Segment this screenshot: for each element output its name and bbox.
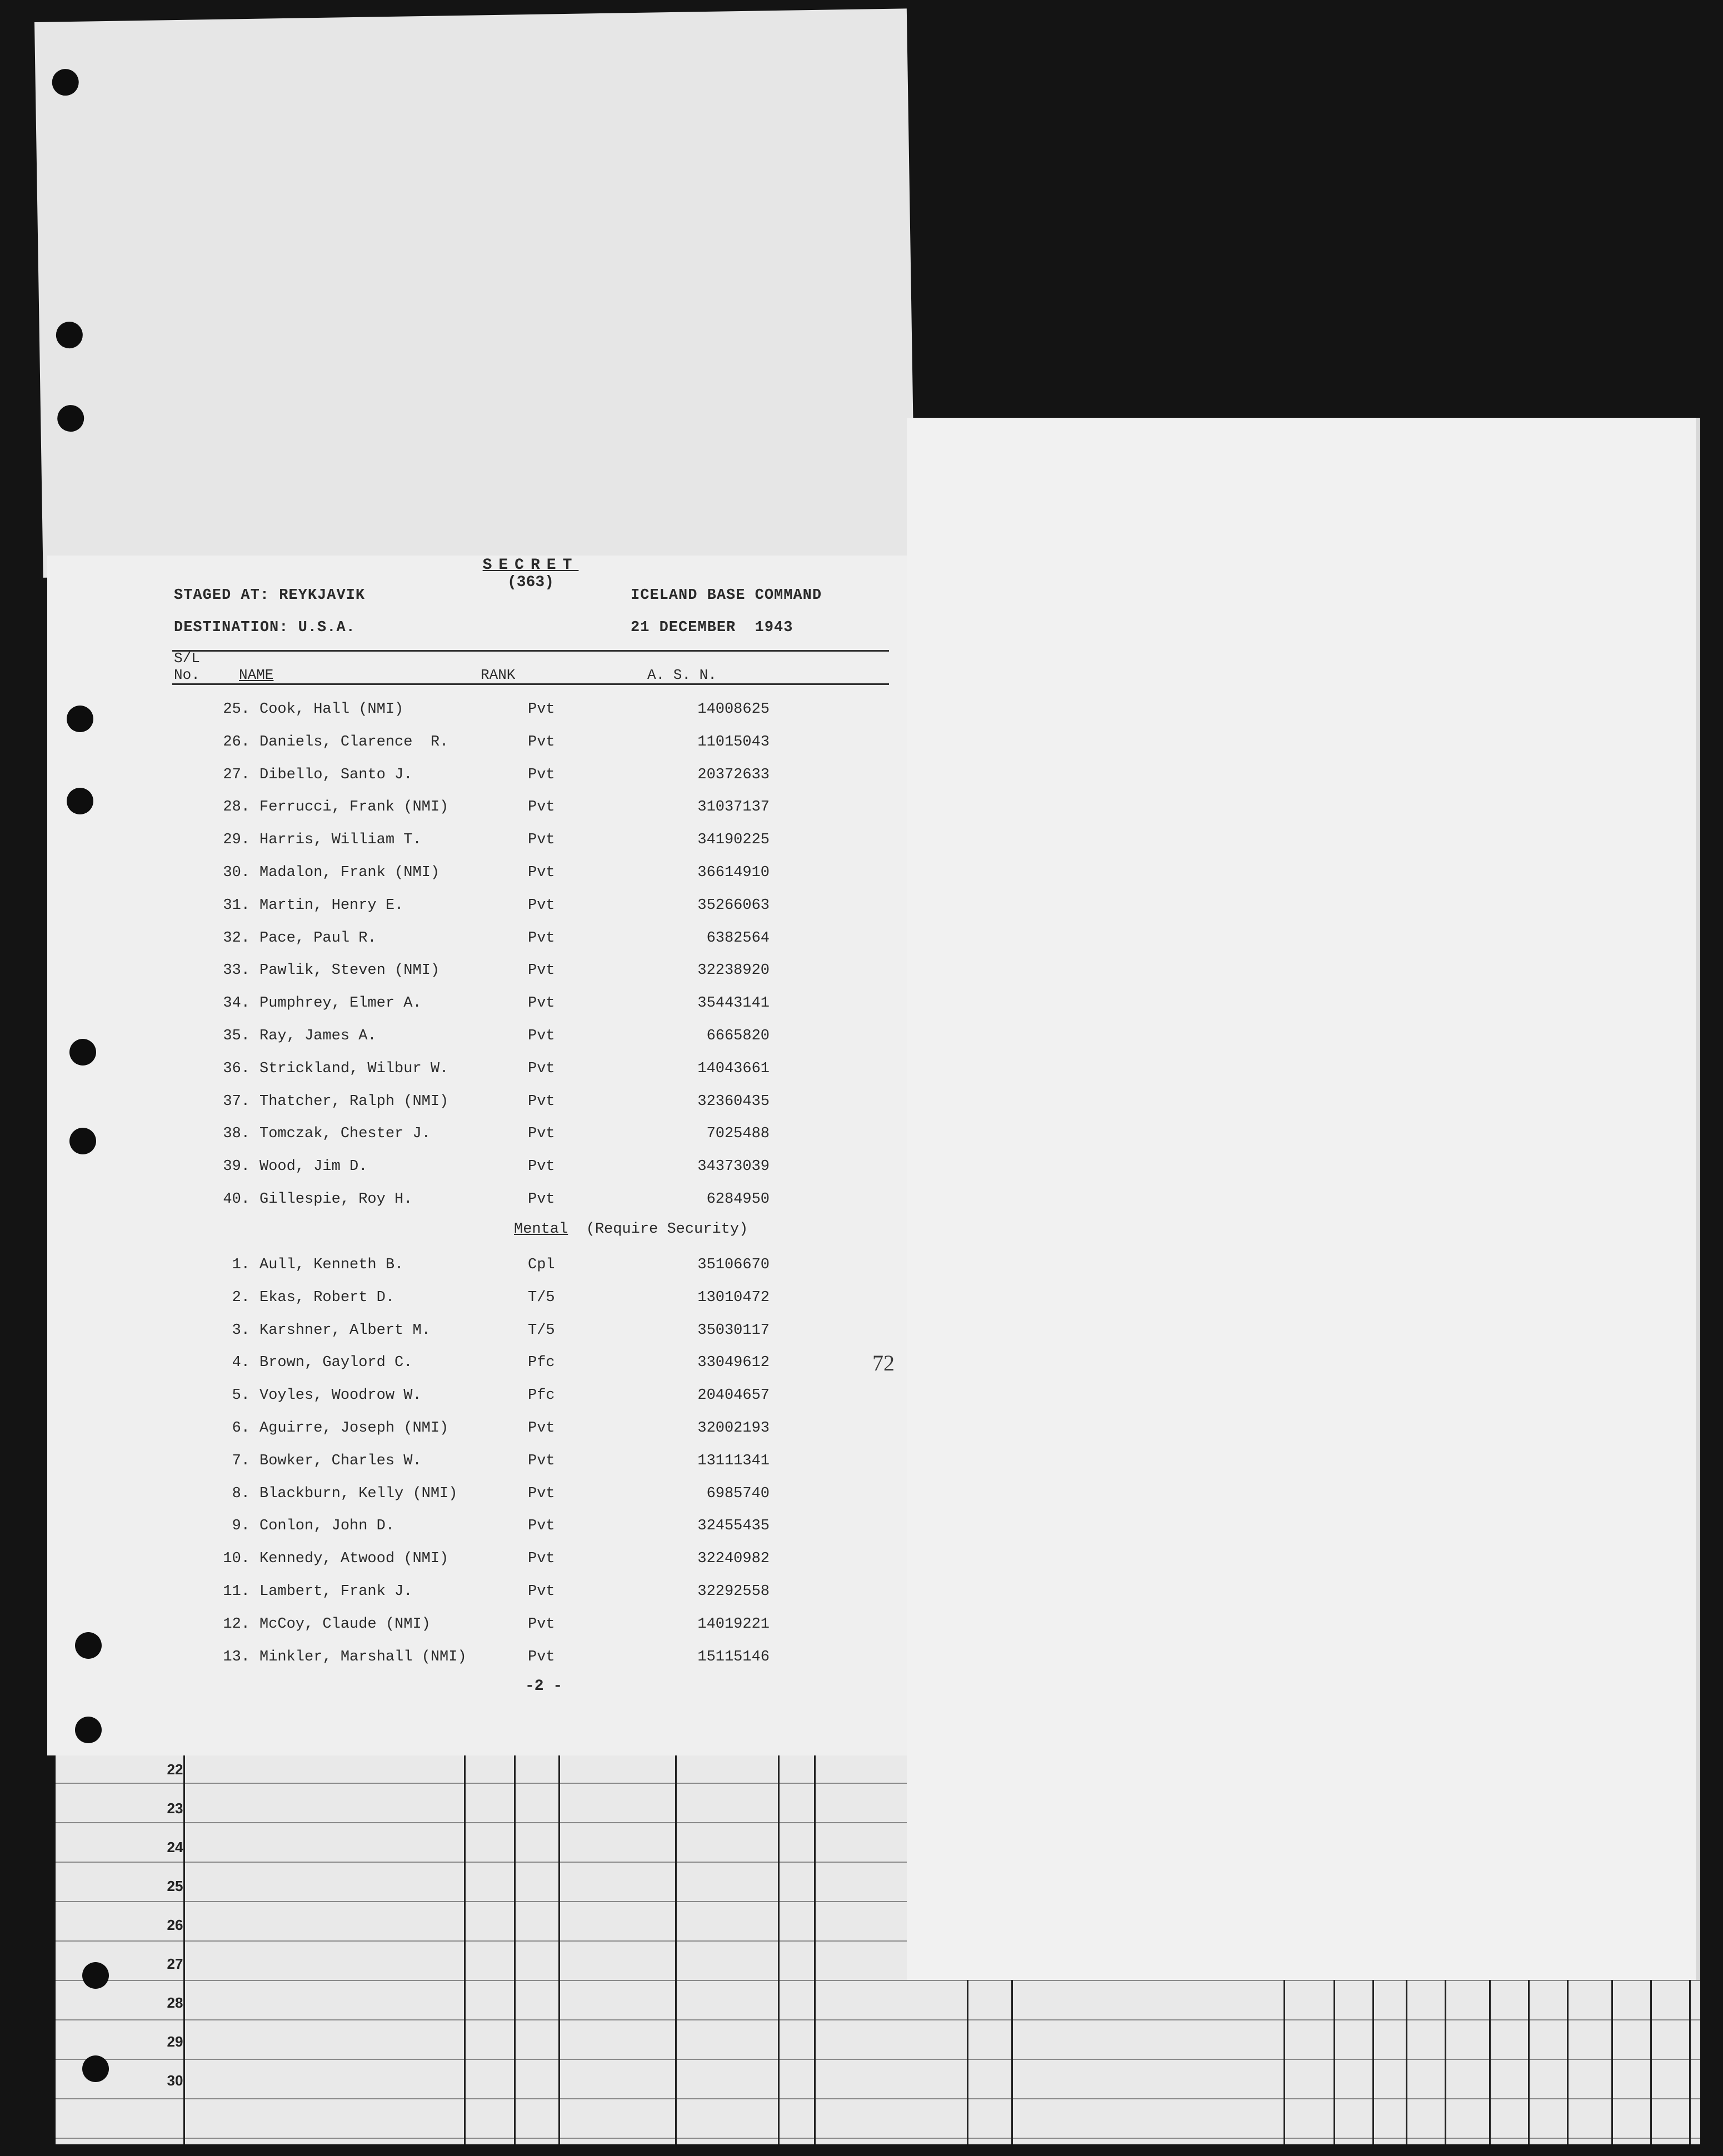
soldier-asn: 11015043 — [697, 733, 770, 751]
binder-hole — [75, 1632, 102, 1659]
soldier-name: Blackburn, Kelly (NMI) — [259, 1485, 458, 1502]
section-title: Mental — [514, 1221, 568, 1238]
soldier-name: Pace, Paul R. — [259, 929, 377, 947]
row-number: 31. — [223, 897, 250, 914]
soldier-rank: Pvt — [528, 1158, 555, 1175]
soldier-rank: Pvt — [528, 1615, 555, 1633]
soldier-rank: Pvt — [528, 832, 555, 849]
ledger-rule — [464, 1744, 466, 2144]
soldier-asn: 20404657 — [697, 1387, 770, 1404]
soldier-asn: 33049612 — [697, 1354, 770, 1372]
column-header-no: No. — [174, 667, 200, 683]
soldier-rank: Pvt — [528, 733, 555, 751]
row-number: 28. — [223, 799, 250, 816]
ledger-rule — [778, 1744, 780, 2144]
column-header-name: NAME — [239, 667, 274, 683]
binder-hole — [69, 1128, 96, 1154]
soldier-name: Madalon, Frank (NMI) — [259, 864, 440, 881]
ledger-rule — [814, 1744, 816, 2144]
ledger-row-number: 23 — [167, 1800, 183, 1817]
ledger-row-number: 22 — [167, 1761, 183, 1778]
soldier-rank: Pvt — [528, 1452, 555, 1469]
classification-word: SECRET — [482, 557, 579, 574]
soldier-asn: 35443141 — [697, 995, 770, 1012]
classification-stamp — [467, 557, 595, 591]
row-number: 36. — [223, 1060, 250, 1077]
ledger-row-number: 27 — [167, 1955, 183, 1972]
soldier-rank: Pvt — [528, 1518, 555, 1535]
soldier-asn: 35266063 — [697, 897, 770, 914]
soldier-asn: 32360435 — [697, 1093, 770, 1110]
soldier-asn: 13111341 — [697, 1452, 770, 1469]
row-number: 4. — [232, 1354, 250, 1372]
soldier-name: Brown, Gaylord C. — [259, 1354, 413, 1372]
soldier-rank: Pvt — [528, 929, 555, 947]
binder-hole — [67, 788, 93, 814]
soldier-asn: 14043661 — [697, 1060, 770, 1077]
row-number: 11. — [223, 1583, 250, 1600]
page-number: -2 - — [525, 1678, 563, 1695]
row-number: 13. — [223, 1648, 250, 1665]
soldier-rank: Pvt — [528, 1028, 555, 1044]
ledger-row-number: 25 — [167, 1878, 183, 1894]
row-number: 34. — [223, 995, 250, 1012]
blank-sheet — [907, 418, 1696, 1980]
binder-hole — [82, 2055, 109, 2082]
soldier-asn: 20372633 — [697, 766, 770, 783]
row-number: 6. — [232, 1420, 250, 1437]
soldier-name: Karshner, Albert M. — [259, 1322, 431, 1339]
soldier-asn: 32240982 — [697, 1550, 770, 1568]
column-header-rank: RANK — [481, 667, 516, 683]
soldier-rank: Pvt — [528, 1550, 555, 1568]
soldier-rank: Pvt — [528, 799, 555, 816]
soldier-rank: Pfc — [528, 1387, 555, 1404]
binder-hole — [67, 706, 93, 732]
soldier-name: Ekas, Robert D. — [259, 1289, 395, 1306]
row-number: 9. — [232, 1518, 250, 1535]
soldier-rank: Pvt — [528, 864, 555, 881]
soldier-name: Voyles, Woodrow W. — [259, 1387, 422, 1404]
soldier-name: Harris, William T. — [259, 832, 422, 849]
soldier-rank: Cpl — [528, 1257, 555, 1273]
ledger-row-number: 29 — [167, 2033, 183, 2050]
soldier-asn: 35030117 — [697, 1322, 770, 1339]
soldier-asn: 32292558 — [697, 1583, 770, 1600]
soldier-rank: Pvt — [528, 1093, 555, 1110]
soldier-name: Pumphrey, Elmer A. — [259, 995, 422, 1012]
soldier-rank: Pvt — [528, 1583, 555, 1600]
soldier-asn: 6985740 — [706, 1485, 770, 1502]
soldier-asn: 32238920 — [697, 962, 770, 979]
row-number: 30. — [223, 864, 250, 881]
soldier-rank: Pvt — [528, 1485, 555, 1502]
soldier-name: Gillespie, Roy H. — [259, 1191, 413, 1208]
soldier-name: Ray, James A. — [259, 1028, 377, 1044]
soldier-asn: 6665820 — [706, 1028, 770, 1044]
ledger-rule — [558, 1744, 560, 2144]
row-number: 33. — [223, 962, 250, 979]
soldier-rank: T/5 — [528, 1289, 555, 1306]
binder-hole — [75, 1717, 102, 1743]
soldier-name: Aguirre, Joseph (NMI) — [259, 1420, 449, 1437]
row-number: 38. — [223, 1125, 250, 1143]
soldier-asn: 32002193 — [697, 1420, 770, 1437]
soldier-name: Pawlik, Steven (NMI) — [259, 962, 440, 979]
binder-hole — [56, 322, 83, 349]
soldier-rank: Pvt — [528, 766, 555, 783]
soldier-asn: 13010472 — [697, 1289, 770, 1306]
soldier-name: Dibello, Santo J. — [259, 766, 413, 783]
soldier-rank: Pvt — [528, 701, 555, 718]
margin-note: 72 — [872, 1350, 895, 1375]
soldier-name: Minkler, Marshall (NMI) — [259, 1648, 467, 1665]
ledger-rule — [675, 1744, 677, 2144]
soldier-rank: Pvt — [528, 962, 555, 979]
document-number: (363) — [507, 574, 554, 591]
soldier-asn: 7025488 — [706, 1125, 770, 1143]
soldier-rank: T/5 — [528, 1322, 555, 1339]
ledger-row-number: 26 — [167, 1917, 183, 1933]
roster-document — [47, 556, 907, 1755]
row-number: 3. — [232, 1322, 250, 1339]
staged-at: STAGED AT: REYKJAVIK — [174, 587, 366, 604]
soldier-name: Wood, Jim D. — [259, 1158, 368, 1175]
ledger-row-number: 28 — [167, 1994, 183, 2011]
command-name: ICELAND BASE COMMAND — [631, 587, 822, 604]
soldier-name: Thatcher, Ralph (NMI) — [259, 1093, 449, 1110]
soldier-name: Martin, Henry E. — [259, 897, 404, 914]
soldier-name: Aull, Kenneth B. — [259, 1257, 404, 1273]
soldier-name: Cook, Hall (NMI) — [259, 701, 404, 718]
soldier-name: Daniels, Clarence R. — [259, 733, 449, 751]
soldier-name: Ferrucci, Frank (NMI) — [259, 799, 449, 816]
folded-sheet — [34, 8, 916, 578]
soldier-asn: 14019221 — [697, 1615, 770, 1633]
section-note: (Require Security) — [586, 1221, 748, 1238]
soldier-rank: Pvt — [528, 1060, 555, 1077]
row-number: 39. — [223, 1158, 250, 1175]
soldier-rank: Pvt — [528, 1191, 555, 1208]
row-number: 5. — [232, 1387, 250, 1404]
ledger-row-number: 30 — [167, 2072, 183, 2089]
soldier-name: Conlon, John D. — [259, 1518, 395, 1535]
row-number: 26. — [223, 733, 250, 751]
soldier-asn: 15115146 — [697, 1648, 770, 1665]
row-number: 2. — [232, 1289, 250, 1306]
soldier-rank: Pvt — [528, 897, 555, 914]
soldier-rank: Pvt — [528, 1420, 555, 1437]
row-number: 40. — [223, 1191, 250, 1208]
soldier-name: Kennedy, Atwood (NMI) — [259, 1550, 449, 1568]
soldier-name: Tomczak, Chester J. — [259, 1125, 431, 1143]
soldier-asn: 14008625 — [697, 701, 770, 718]
binder-hole — [82, 1962, 109, 1989]
soldier-name: Bowker, Charles W. — [259, 1452, 422, 1469]
soldier-asn: 35106670 — [697, 1257, 770, 1273]
row-number: 10. — [223, 1550, 250, 1568]
ledger-row-number: 24 — [167, 1839, 183, 1855]
binder-hole — [52, 69, 79, 96]
document-date: 21 DECEMBER 1943 — [631, 619, 793, 636]
row-number: 35. — [223, 1028, 250, 1044]
soldier-name: Lambert, Frank J. — [259, 1583, 413, 1600]
soldier-asn: 6284950 — [706, 1191, 770, 1208]
soldier-asn: 6382564 — [706, 929, 770, 947]
row-number: 7. — [232, 1452, 250, 1469]
header-rule — [172, 650, 889, 652]
soldier-asn: 31037137 — [697, 799, 770, 816]
column-header-asn: A. S. N. — [647, 667, 717, 683]
column-header-sl: S/L — [174, 650, 200, 667]
soldier-asn: 34190225 — [697, 832, 770, 849]
row-number: 32. — [223, 929, 250, 947]
ledger-rule — [514, 1744, 516, 2144]
soldier-asn: 34373039 — [697, 1158, 770, 1175]
binder-hole — [69, 1039, 96, 1066]
row-number: 37. — [223, 1093, 250, 1110]
binder-hole — [57, 405, 84, 432]
soldier-name: Strickland, Wilbur W. — [259, 1060, 449, 1077]
row-number: 12. — [223, 1615, 250, 1633]
destination: DESTINATION: U.S.A. — [174, 619, 356, 636]
row-number: 1. — [232, 1257, 250, 1273]
row-number: 27. — [223, 766, 250, 783]
column-header-rule — [172, 683, 889, 685]
row-number: 29. — [223, 832, 250, 849]
soldier-rank: Pvt — [528, 1648, 555, 1665]
soldier-asn: 36614910 — [697, 864, 770, 881]
soldier-asn: 32455435 — [697, 1518, 770, 1535]
row-number: 25. — [223, 701, 250, 718]
soldier-name: McCoy, Claude (NMI) — [259, 1615, 431, 1633]
section-heading — [514, 1221, 748, 1238]
soldier-rank: Pvt — [528, 995, 555, 1012]
sheet-edge — [1696, 418, 1700, 1980]
soldier-rank: Pvt — [528, 1125, 555, 1143]
soldier-rank: Pfc — [528, 1354, 555, 1372]
row-number: 8. — [232, 1485, 250, 1502]
